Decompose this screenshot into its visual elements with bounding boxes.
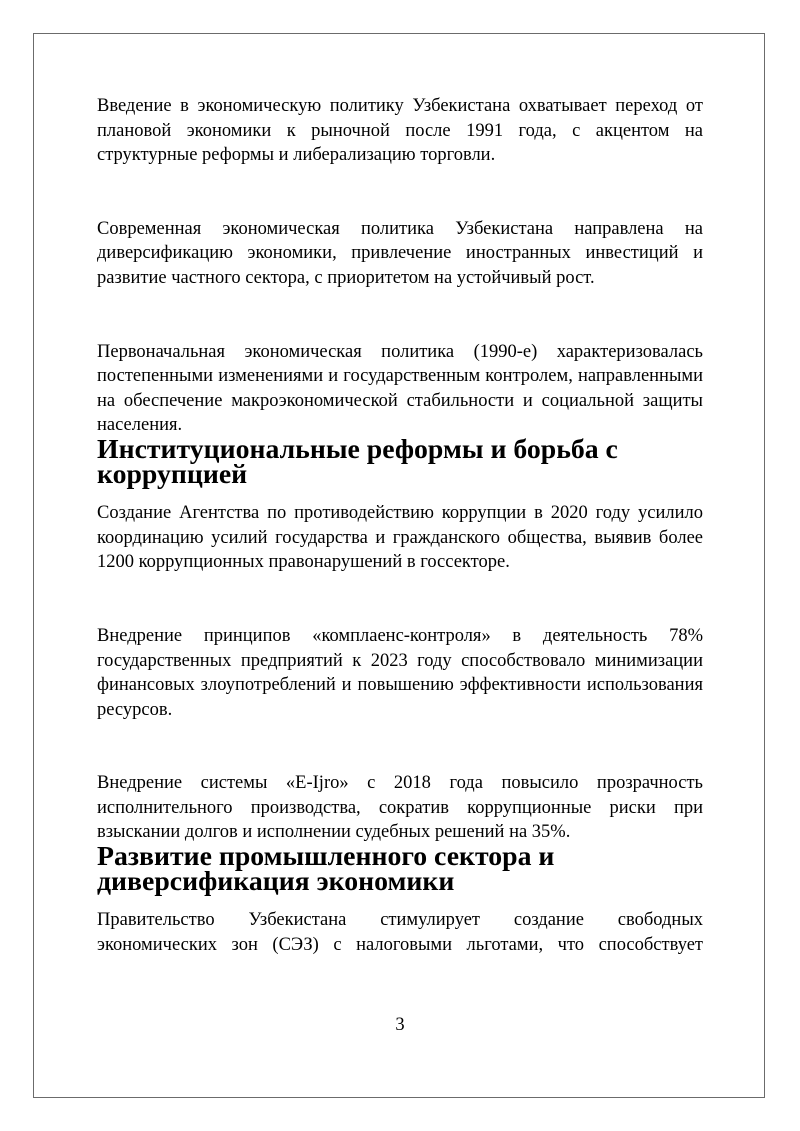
- page-number: 3: [395, 1015, 405, 1035]
- document-body: [97, 94, 703, 957]
- intro-paragraph-2: Современная экономическая политика Узбекистана направлена на диверсификацию экономики, привлечение иностранных инвестиций и развитие частного сектора, с приоритетом на устойчивый рост.: [97, 218, 703, 288]
- section-heading-institutional-reforms: Институциональные реформы и борьба с коррупцией: [97, 433, 618, 490]
- section1-paragraph-2: Внедрение принципов «комплаенс-контроля» в деятельность 78% государственных предприятий к 2023 году способствовало минимизации финансовых злоупотреблений и повышению эффективности использования ресурсов.: [97, 625, 703, 720]
- intro-paragraph-1: Введение в экономическую политику Узбекистана охватывает переход от плановой экономики к рыночной после 1991 года, с акцентом на структурные реформы и либерализацию торговли.: [97, 96, 703, 166]
- section1-paragraph-3: Внедрение системы «E-Ijro» с 2018 года повысило прозрачность исполнительного производства, сократив коррупционные риски при взыскании долгов и исполнении судебных решений на 35%.: [97, 773, 703, 843]
- section-heading-industrial-development: Развитие промышленного сектора и диверсификация экономики: [97, 841, 555, 897]
- section1-paragraph-1: Создание Агентства по противодействию коррупции в 2020 году усилило координацию усилий государства и гражданского общества, выявив более 1200 коррупционных правонарушений в госсекторе.: [97, 503, 703, 573]
- intro-paragraph-3: Первоначальная экономическая политика (1990-е) характеризовалась постепенными изменениями и государственным контролем, направленными на обеспечение макроэкономической стабильности и социальной защиты населения.: [97, 341, 703, 436]
- section2-paragraph-1: Правительство Узбекистана стимулирует создание свободных экономических зон (СЭЗ) с налоговыми льготами, что способствует: [97, 910, 703, 955]
